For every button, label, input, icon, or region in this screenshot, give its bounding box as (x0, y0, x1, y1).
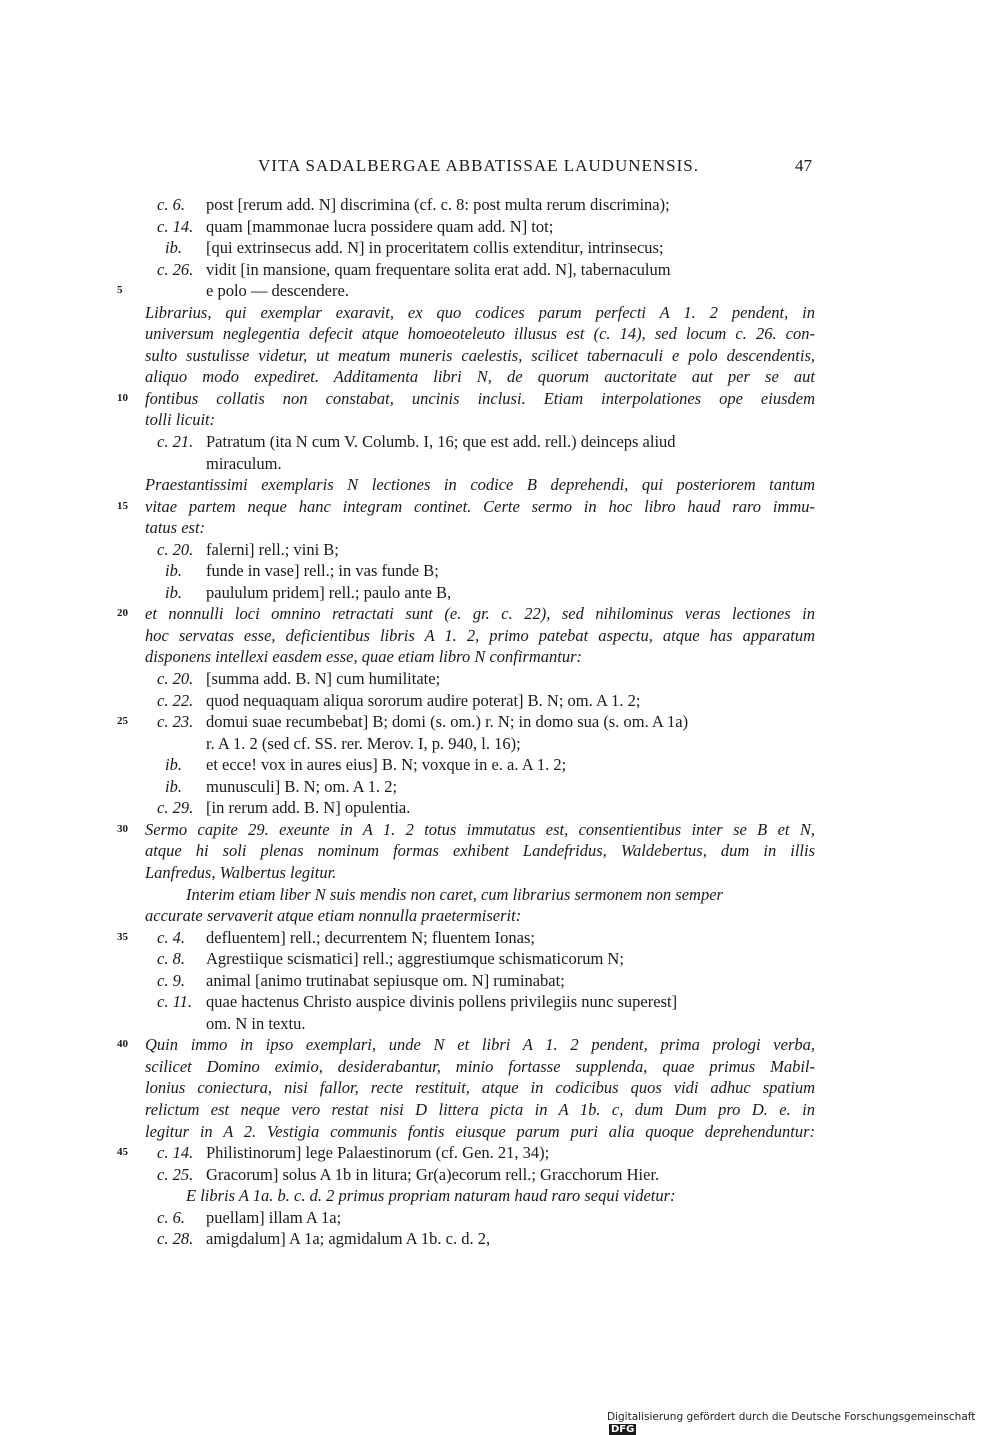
line-text: aliquo modo expediret. Additamenta libri N, de quorum auctoritate aut per se aut (145, 367, 815, 387)
line-text: accurate servaverit atque etiam nonnulla praetermiserit: (145, 906, 522, 926)
text-line (145, 345, 815, 367)
line-text: universum neglegentia defecit atque homoeoteleuto illusus est (c. 14), sed locum c. 26. con- (145, 324, 815, 344)
text-line (117, 819, 815, 841)
line-text: legitur in A 2. Vestigia communis fontis eiusque parum puri alia quoque deprehenduntur: (145, 1121, 815, 1141)
line-text: animal [animo trutinabat sepiusque om. N] ruminabat; (206, 970, 565, 990)
entry-label: c. 14. (157, 216, 194, 236)
line-text: E libris A 1a. b. c. d. 2 primus propriam naturam haud raro sequi videtur: (186, 1186, 676, 1206)
line-text: tatus est: (145, 518, 206, 538)
line-text: Praestantissimi exemplaris N lectiones in codice B deprehendi, qui posteriorem tantum (145, 475, 815, 495)
line-text: sulto sustulisse videtur, ut meatum muneris caelestis, scilicet tabernaculi e polo descendentis, (145, 345, 815, 365)
apparatus-entry (145, 237, 815, 259)
entry-label: c. 28. (157, 1229, 194, 1249)
line-text: puellam] illam A 1a; (206, 1207, 342, 1227)
text-line (117, 1034, 815, 1056)
text-line (145, 862, 815, 884)
apparatus-entry (145, 797, 815, 819)
entry-label: ib. (165, 776, 182, 796)
entry-continuation (145, 733, 815, 755)
line-text: Librarius, qui exemplar exaravit, ex quo codices parum perfecti A 1. 2 pendent, in (145, 302, 815, 322)
apparatus-entry (117, 711, 815, 733)
entry-label: ib. (165, 238, 182, 258)
line-number: 25 (117, 715, 128, 728)
entry-label: c. 6. (157, 1207, 185, 1227)
line-number: 20 (117, 607, 128, 620)
text-line (117, 603, 815, 625)
entry-label: c. 6. (157, 195, 185, 214)
entry-continuation (145, 453, 815, 475)
line-text: defluentem] rell.; decurrentem N; fluentem Ionas; (206, 927, 535, 947)
entry-label: ib. (165, 582, 182, 602)
page-title: VITA SADALBERGAE ABBATISSAE LAUDUNENSIS. (258, 156, 699, 175)
text-line (145, 409, 815, 431)
text-line (145, 1185, 815, 1207)
line-text: paululum pridem] rell.; paulo ante B, (206, 582, 452, 602)
entry-label: c. 21. (157, 432, 194, 452)
entry-label: c. 29. (157, 798, 194, 818)
entry-label: c. 11. (157, 992, 192, 1012)
apparatus-entry (145, 776, 815, 798)
apparatus-entry (145, 259, 815, 281)
entry-label: ib. (165, 755, 182, 775)
entry-label: c. 4. (157, 927, 185, 947)
apparatus-entry (145, 216, 815, 238)
text-line (145, 1121, 815, 1143)
line-text: om. N in textu. (206, 1013, 306, 1033)
line-text: Interim etiam liber N suis mendis non caret, cum librarius sermonem non semper (186, 884, 723, 904)
apparatus-entry (145, 970, 815, 992)
footer-credit (607, 1411, 1000, 1435)
apparatus-entry (145, 539, 815, 561)
apparatus-entry (145, 991, 815, 1013)
text-line (145, 366, 815, 388)
line-text: [qui extrinsecus add. N] in proceritatem collis extenditur, intrinsecus; (206, 238, 664, 258)
apparatus-entry (145, 582, 815, 604)
line-text: tolli licuit: (145, 410, 216, 430)
line-number: 10 (117, 391, 128, 404)
line-number: 40 (117, 1038, 128, 1051)
line-text: quod nequaquam aliqua sororum audire poterat] B. N; om. A 1. 2; (206, 690, 641, 710)
apparatus-entry (145, 690, 815, 712)
entry-label: c. 22. (157, 690, 194, 710)
apparatus-entry (117, 1142, 815, 1164)
text-line (145, 1077, 815, 1099)
line-text: vitae partem neque hanc integram continet. Certe sermo in hoc libro haud raro immu- (145, 496, 815, 516)
text-line (145, 905, 815, 927)
apparatus-entry (145, 560, 815, 582)
text-line (145, 302, 815, 324)
text-line (145, 646, 815, 668)
line-text: domui suae recumbebat] B; domi (s. om.) r. N; in domo sua (s. om. A 1a) (206, 712, 689, 732)
apparatus-entry (145, 1228, 815, 1250)
apparatus-entry (117, 927, 815, 949)
entry-continuation (117, 280, 815, 302)
entry-label: c. 23. (157, 712, 194, 732)
line-text: Gracorum] solus A 1b in litura; Gr(a)ecorum rell.; Gracchorum Hier. (206, 1164, 660, 1184)
line-text: quae hactenus Christo auspice divinis pollens privilegiis nunc superest] (206, 992, 678, 1012)
apparatus-entry (145, 1207, 815, 1229)
line-text: atque hi soli plenas nominum formas exhibent Landefridus, Waldebertus, dum in illis (145, 841, 815, 861)
line-text: et nonnulli loci omnino retractati sunt (e. gr. c. 22), sed nihilominus veras lectiones in (145, 604, 815, 624)
line-text: Sermo capite 29. exeunte in A 1. 2 totus immutatus est, consentientibus inter se B et N, (145, 819, 815, 839)
text-line (145, 517, 815, 539)
apparatus-entry (145, 668, 815, 690)
line-text: munusculi] B. N; om. A 1. 2; (206, 776, 398, 796)
line-text: quam [mammonae lucra possidere quam add. N] tot; (206, 216, 554, 236)
text-line (145, 1056, 815, 1078)
footer-text: Digitalisierung gefördert durch die Deutsche Forschungsgemeinschaft (607, 1411, 976, 1423)
line-text: relictum est neque vero restat nisi D littera picta in A 1b. c, dum Dum pro D. e. in (145, 1099, 815, 1119)
line-text: fontibus collatis non constabat, uncinis inclusi. Etiam interpolationes ope eiusdem (145, 388, 815, 408)
text-line (145, 840, 815, 862)
entry-label: c. 25. (157, 1164, 194, 1184)
line-text: [summa add. B. N] cum humilitate; (206, 669, 441, 689)
line-text: Patratum (ita N cum V. Columb. I, 16; que est add. rell.) deinceps aliud (206, 432, 676, 452)
entry-label: c. 20. (157, 669, 194, 689)
text-line (117, 496, 815, 518)
line-text: vidit [in mansione, quam frequentare solita erat add. N], tabernaculum (206, 259, 671, 279)
line-number: 5 (117, 284, 123, 297)
apparatus-entry (145, 431, 815, 453)
entry-label: c. 8. (157, 949, 185, 969)
entry-label: c. 9. (157, 970, 185, 990)
line-text: lonius coniectura, nisi fallor, recte restituit, atque in codicibus quos vidi adhuc spatium (145, 1078, 815, 1098)
line-text: funde in vase] rell.; in vas funde B; (206, 561, 439, 581)
line-text: [in rerum add. B. N] opulentia. (206, 798, 411, 818)
running-header (120, 156, 820, 180)
text-line (145, 884, 815, 906)
line-text: Lanfredus, Walbertus legitur. (145, 862, 337, 882)
line-text: post [rerum add. N] discrimina (cf. c. 8: post multa rerum discrimina); (206, 195, 670, 214)
entry-continuation (145, 1013, 815, 1035)
text-line (117, 388, 815, 410)
entry-label: ib. (165, 561, 182, 581)
line-text: Philistinorum] lege Palaestinorum (cf. Gen. 21, 34); (206, 1143, 550, 1163)
line-number: 30 (117, 822, 128, 835)
line-text: et ecce! vox in aures eius] B. N; voxque in e. a. A 1. 2; (206, 755, 567, 775)
text-line (145, 323, 815, 345)
line-text: falerni] rell.; vini B; (206, 539, 339, 559)
line-text: hoc servatas esse, deficientibus libris A 1. 2, primo patebat aspectu, atque has apparatum (145, 625, 815, 645)
text-line (145, 625, 815, 647)
dfg-logo: DFG (611, 1424, 635, 1435)
apparatus-entry (145, 948, 815, 970)
page-number: 47 (795, 156, 812, 175)
apparatus-entry (145, 1164, 815, 1186)
line-text: amigdalum] A 1a; agmidalum A 1b. c. d. 2, (206, 1229, 491, 1249)
text-line (145, 1099, 815, 1121)
text-line (145, 474, 815, 496)
entry-label: c. 26. (157, 259, 194, 279)
entry-label: c. 20. (157, 539, 194, 559)
line-text: e polo — descendere. (206, 281, 349, 301)
apparatus-entry (145, 194, 815, 216)
text-body (117, 194, 815, 1250)
line-text: r. A 1. 2 (sed cf. SS. rer. Merov. I, p. 940, l. 16); (206, 733, 521, 753)
entry-label: c. 14. (157, 1143, 194, 1163)
line-text: scilicet Domino eximio, desiderabantur, minio fortasse supplenda, quae primus Mabil- (145, 1056, 815, 1076)
line-text: Quin immo in ipso exemplari, unde N et libri A 1. 2 pendent, prima prologi verba, (145, 1035, 815, 1055)
apparatus-entry (145, 754, 815, 776)
line-number: 45 (117, 1146, 128, 1159)
line-text: miraculum. (206, 453, 282, 473)
line-text: Agrestiique scismatici] rell.; aggrestiumque schismaticorum N; (206, 949, 624, 969)
line-text: disponens intellexi easdem esse, quae etiam libro N confirmantur: (145, 647, 583, 667)
line-number: 15 (117, 499, 128, 512)
line-number: 35 (117, 930, 128, 943)
